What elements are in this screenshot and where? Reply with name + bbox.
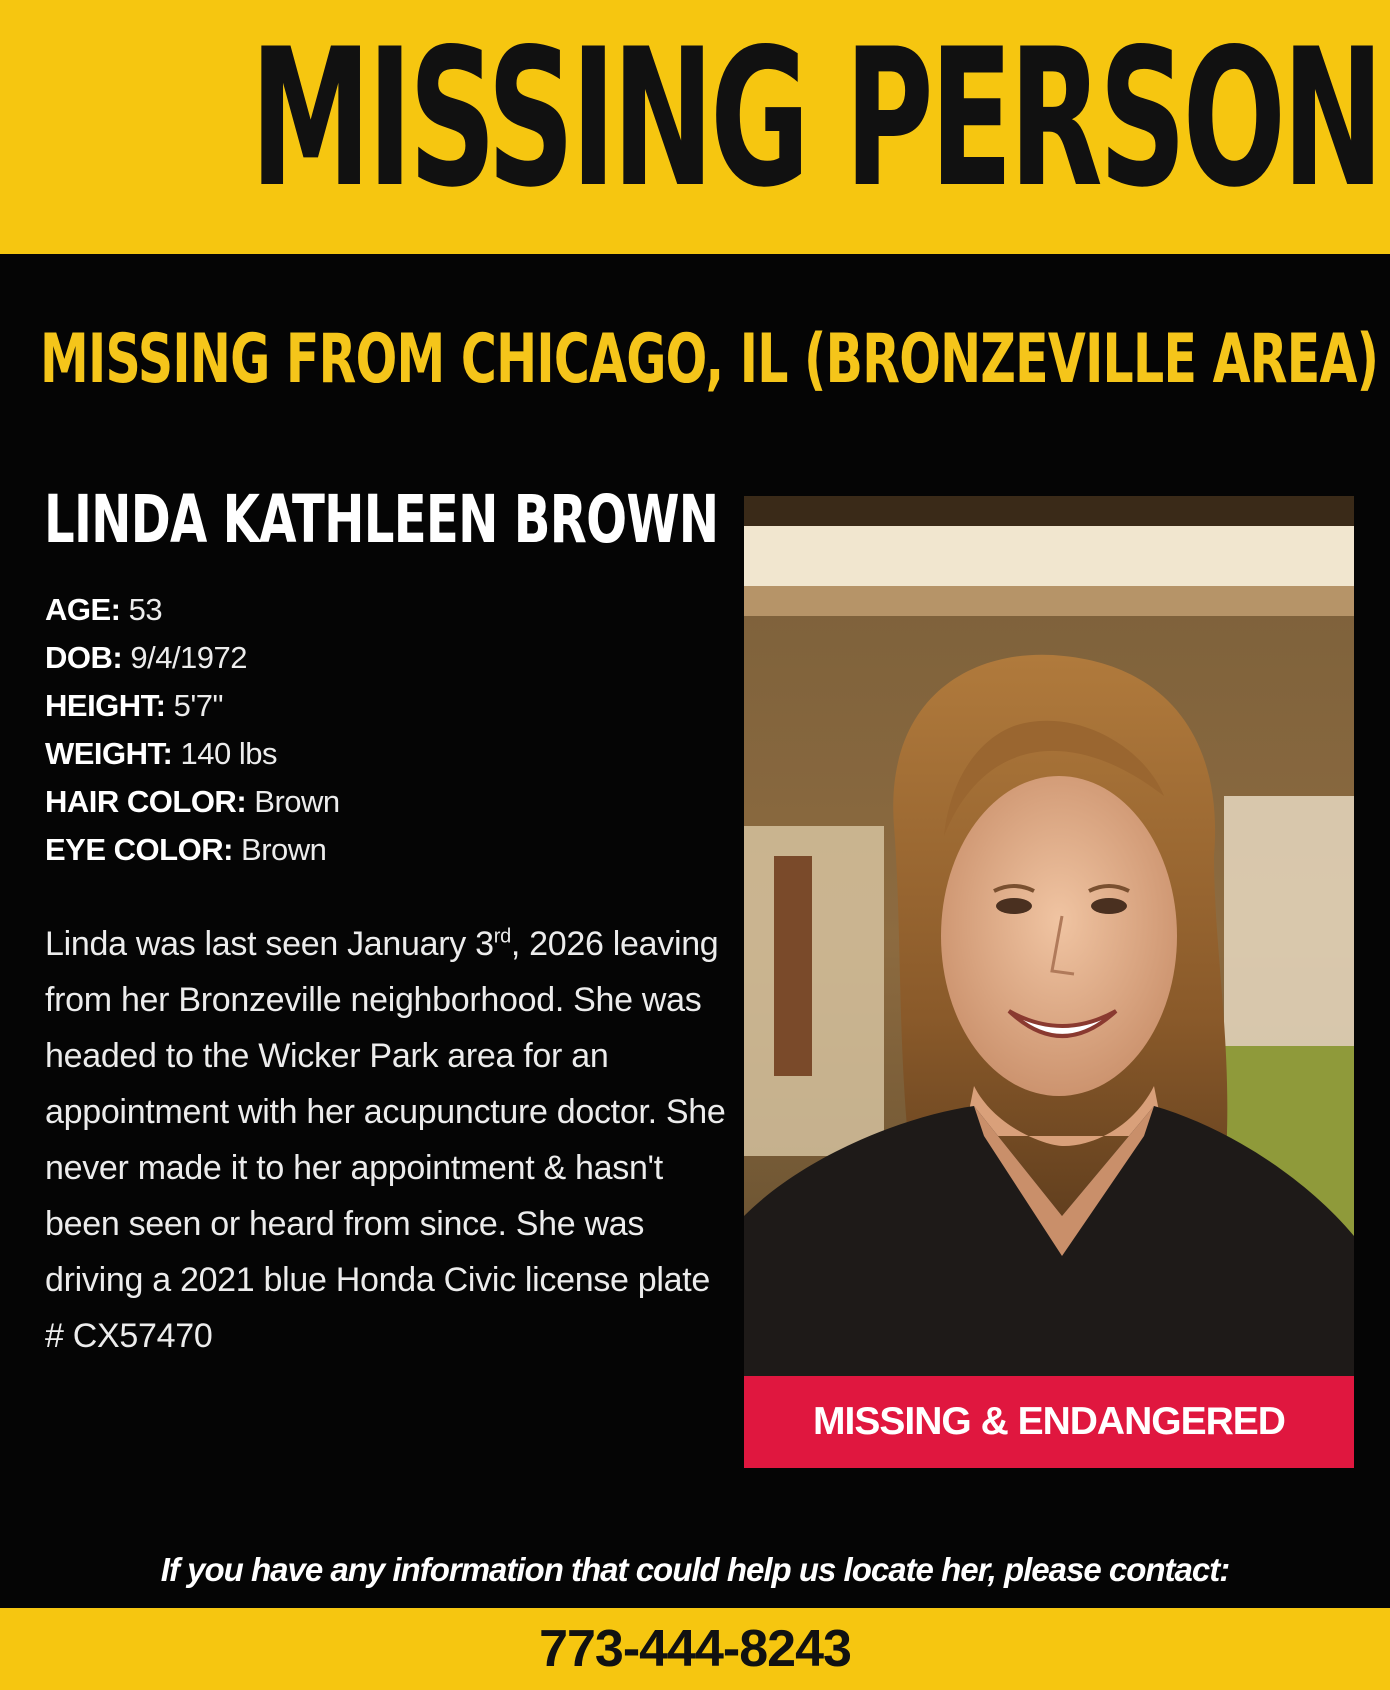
detail-hair-color bbox=[45, 778, 685, 826]
detail-label: AGE: bbox=[45, 592, 121, 627]
missing-endangered-badge bbox=[744, 1376, 1354, 1468]
detail-label: DOB: bbox=[45, 640, 123, 675]
detail-label: HEIGHT: bbox=[45, 688, 166, 723]
detail-value: 9/4/1972 bbox=[130, 640, 248, 675]
detail-age bbox=[45, 586, 685, 634]
detail-value: Brown bbox=[241, 832, 327, 867]
description-part1: Linda was last seen January 3 bbox=[45, 925, 494, 963]
headline: MISSING PERSON bbox=[250, 8, 1381, 229]
detail-value: 140 lbs bbox=[180, 736, 277, 771]
location-subheading: MISSING FROM CHICAGO, IL (BRONZEVILLE AREA) bbox=[40, 320, 1379, 399]
description-superscript: rd bbox=[493, 925, 511, 948]
details-list bbox=[45, 586, 685, 874]
detail-dob bbox=[45, 634, 685, 682]
detail-height bbox=[45, 682, 685, 730]
contact-phone[interactable]: 773-444-8243 bbox=[539, 1620, 851, 1678]
badge-text: MISSING & ENDANGERED bbox=[813, 1400, 1285, 1443]
detail-value: 53 bbox=[128, 592, 163, 627]
detail-label: EYE COLOR: bbox=[45, 832, 233, 867]
detail-weight bbox=[45, 730, 685, 778]
detail-value: 5'7" bbox=[173, 688, 224, 723]
top-banner bbox=[0, 0, 1390, 254]
portrait-illustration bbox=[744, 496, 1354, 1376]
person-photo bbox=[744, 496, 1354, 1376]
person-name: LINDA KATHLEEN BROWN bbox=[44, 481, 719, 558]
contact-prompt: If you have any information that could help us locate her, please contact: bbox=[160, 1551, 1230, 1588]
detail-value: Brown bbox=[254, 784, 340, 819]
description-part2: , 2026 leaving from her Bronzeville neighborhood. She was headed to the Wicker Park area for an appointment with her acupuncture doctor. She never made it to her appointment & hasn't been seen or heard from since. She was driving a 2021 blue Honda Civic license plate # CX57470 bbox=[45, 925, 726, 1355]
bottom-banner bbox=[0, 1608, 1390, 1690]
detail-eye-color bbox=[45, 826, 685, 874]
detail-label: HAIR COLOR: bbox=[45, 784, 247, 819]
detail-label: WEIGHT: bbox=[45, 736, 173, 771]
description bbox=[45, 916, 735, 1364]
